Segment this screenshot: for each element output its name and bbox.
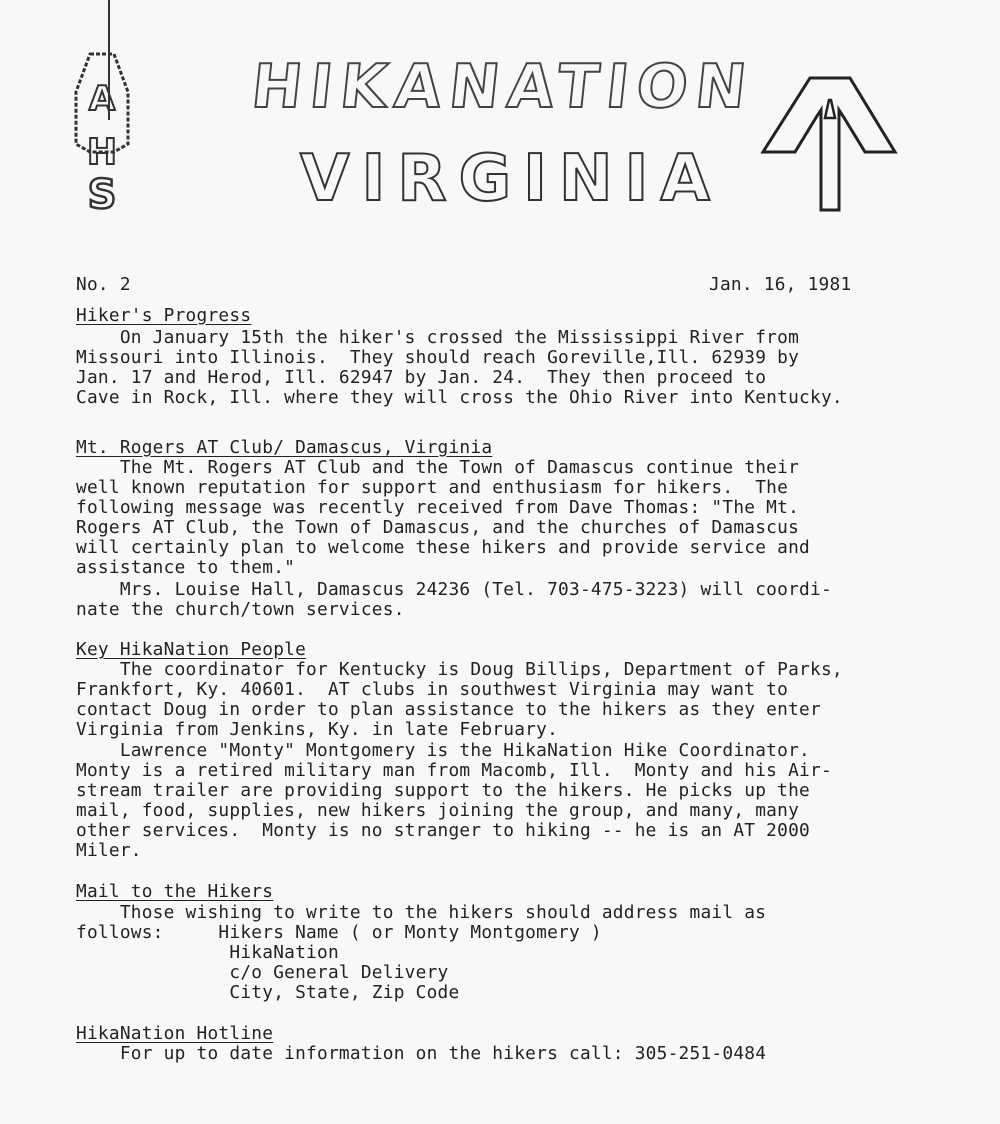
- body-line: following message was recently received from Dave Thomas: "The Mt.: [76, 497, 800, 518]
- section-heading-mail: Mail to the Hikers: [76, 881, 274, 902]
- body-line: will certainly plan to welcome these hikers and provide service and: [76, 537, 810, 558]
- body-line: The Mt. Rogers AT Club and the Town of Damascus continue their: [76, 457, 800, 478]
- body-line: City, State, Zip Code: [76, 982, 460, 1003]
- masthead-title-virginia: VIRGINIA: [300, 142, 722, 216]
- body-line: stream trailer are providing support to the hikers. He picks up the: [76, 780, 810, 801]
- body-line: mail, food, supplies, new hikers joining the group, and many, many: [76, 800, 800, 821]
- ahs-logo-letter-h: H: [86, 132, 118, 173]
- body-line: HikaNation: [76, 942, 339, 963]
- ahs-logo: [70, 52, 134, 212]
- body-line: The coordinator for Kentucky is Doug Billips, Department of Parks,: [76, 659, 843, 680]
- body-line: assistance to them.": [76, 557, 296, 578]
- body-line: Frankfort, Ky. 40601. AT clubs in southwest Virginia may want to: [76, 679, 789, 700]
- issue-date: Jan. 16, 1981: [709, 274, 852, 295]
- body-line: On January 15th the hiker's crossed the Mississippi River from: [76, 327, 800, 348]
- body-line: nate the church/town services.: [76, 599, 405, 620]
- body-line: Rogers AT Club, the Town of Damascus, and the churches of Damascus: [76, 517, 800, 538]
- body-line: other services. Monty is no stranger to hiking -- he is an AT 2000: [76, 820, 810, 841]
- body-line: Cave in Rock, Ill. where they will cross the Ohio River into Kentucky.: [76, 387, 843, 408]
- body-line: Those wishing to write to the hikers should address mail as: [76, 902, 767, 923]
- ahs-logo-letter-s: S: [87, 172, 117, 212]
- body-line: Missouri into Illinois. They should reach Goreville,Ill. 62939 by: [76, 347, 800, 368]
- body-line: Virginia from Jenkins, Ky. in late February.: [76, 719, 559, 740]
- issue-number: No. 2: [76, 274, 131, 295]
- body-line: contact Doug in order to plan assistance to the hikers as they enter: [76, 699, 821, 720]
- masthead-title-hikanation: HIKANATION: [248, 52, 758, 122]
- section-heading-hikers-progress: Hiker's Progress: [76, 305, 252, 326]
- body-line: follows: Hikers Name ( or Monty Montgomery ): [76, 922, 602, 943]
- section-heading-hotline: HikaNation Hotline: [76, 1023, 274, 1044]
- body-line: For up to date information on the hikers call: 305-251-0484: [76, 1043, 767, 1064]
- body-line: c/o General Delivery: [76, 962, 449, 983]
- body-line: Mrs. Louise Hall, Damascus 24236 (Tel. 703-475-3223) will coordi-: [76, 579, 832, 600]
- body-line: Miler.: [76, 840, 142, 861]
- body-line: well known reputation for support and enthusiasm for hikers. The: [76, 477, 789, 498]
- at-logo: [755, 70, 905, 220]
- body-line: Jan. 17 and Herod, Ill. 62947 by Jan. 24. They then proceed to: [76, 367, 767, 388]
- ahs-logo-letter-a: A: [88, 79, 116, 119]
- body-line: Monty is a retired military man from Macomb, Ill. Monty and his Air-: [76, 760, 832, 781]
- section-heading-key-people: Key HikaNation People: [76, 639, 307, 660]
- body-line: Lawrence "Monty" Montgomery is the HikaNation Hike Coordinator.: [76, 740, 810, 761]
- section-heading-mt-rogers: Mt. Rogers AT Club/ Damascus, Virginia: [76, 437, 493, 458]
